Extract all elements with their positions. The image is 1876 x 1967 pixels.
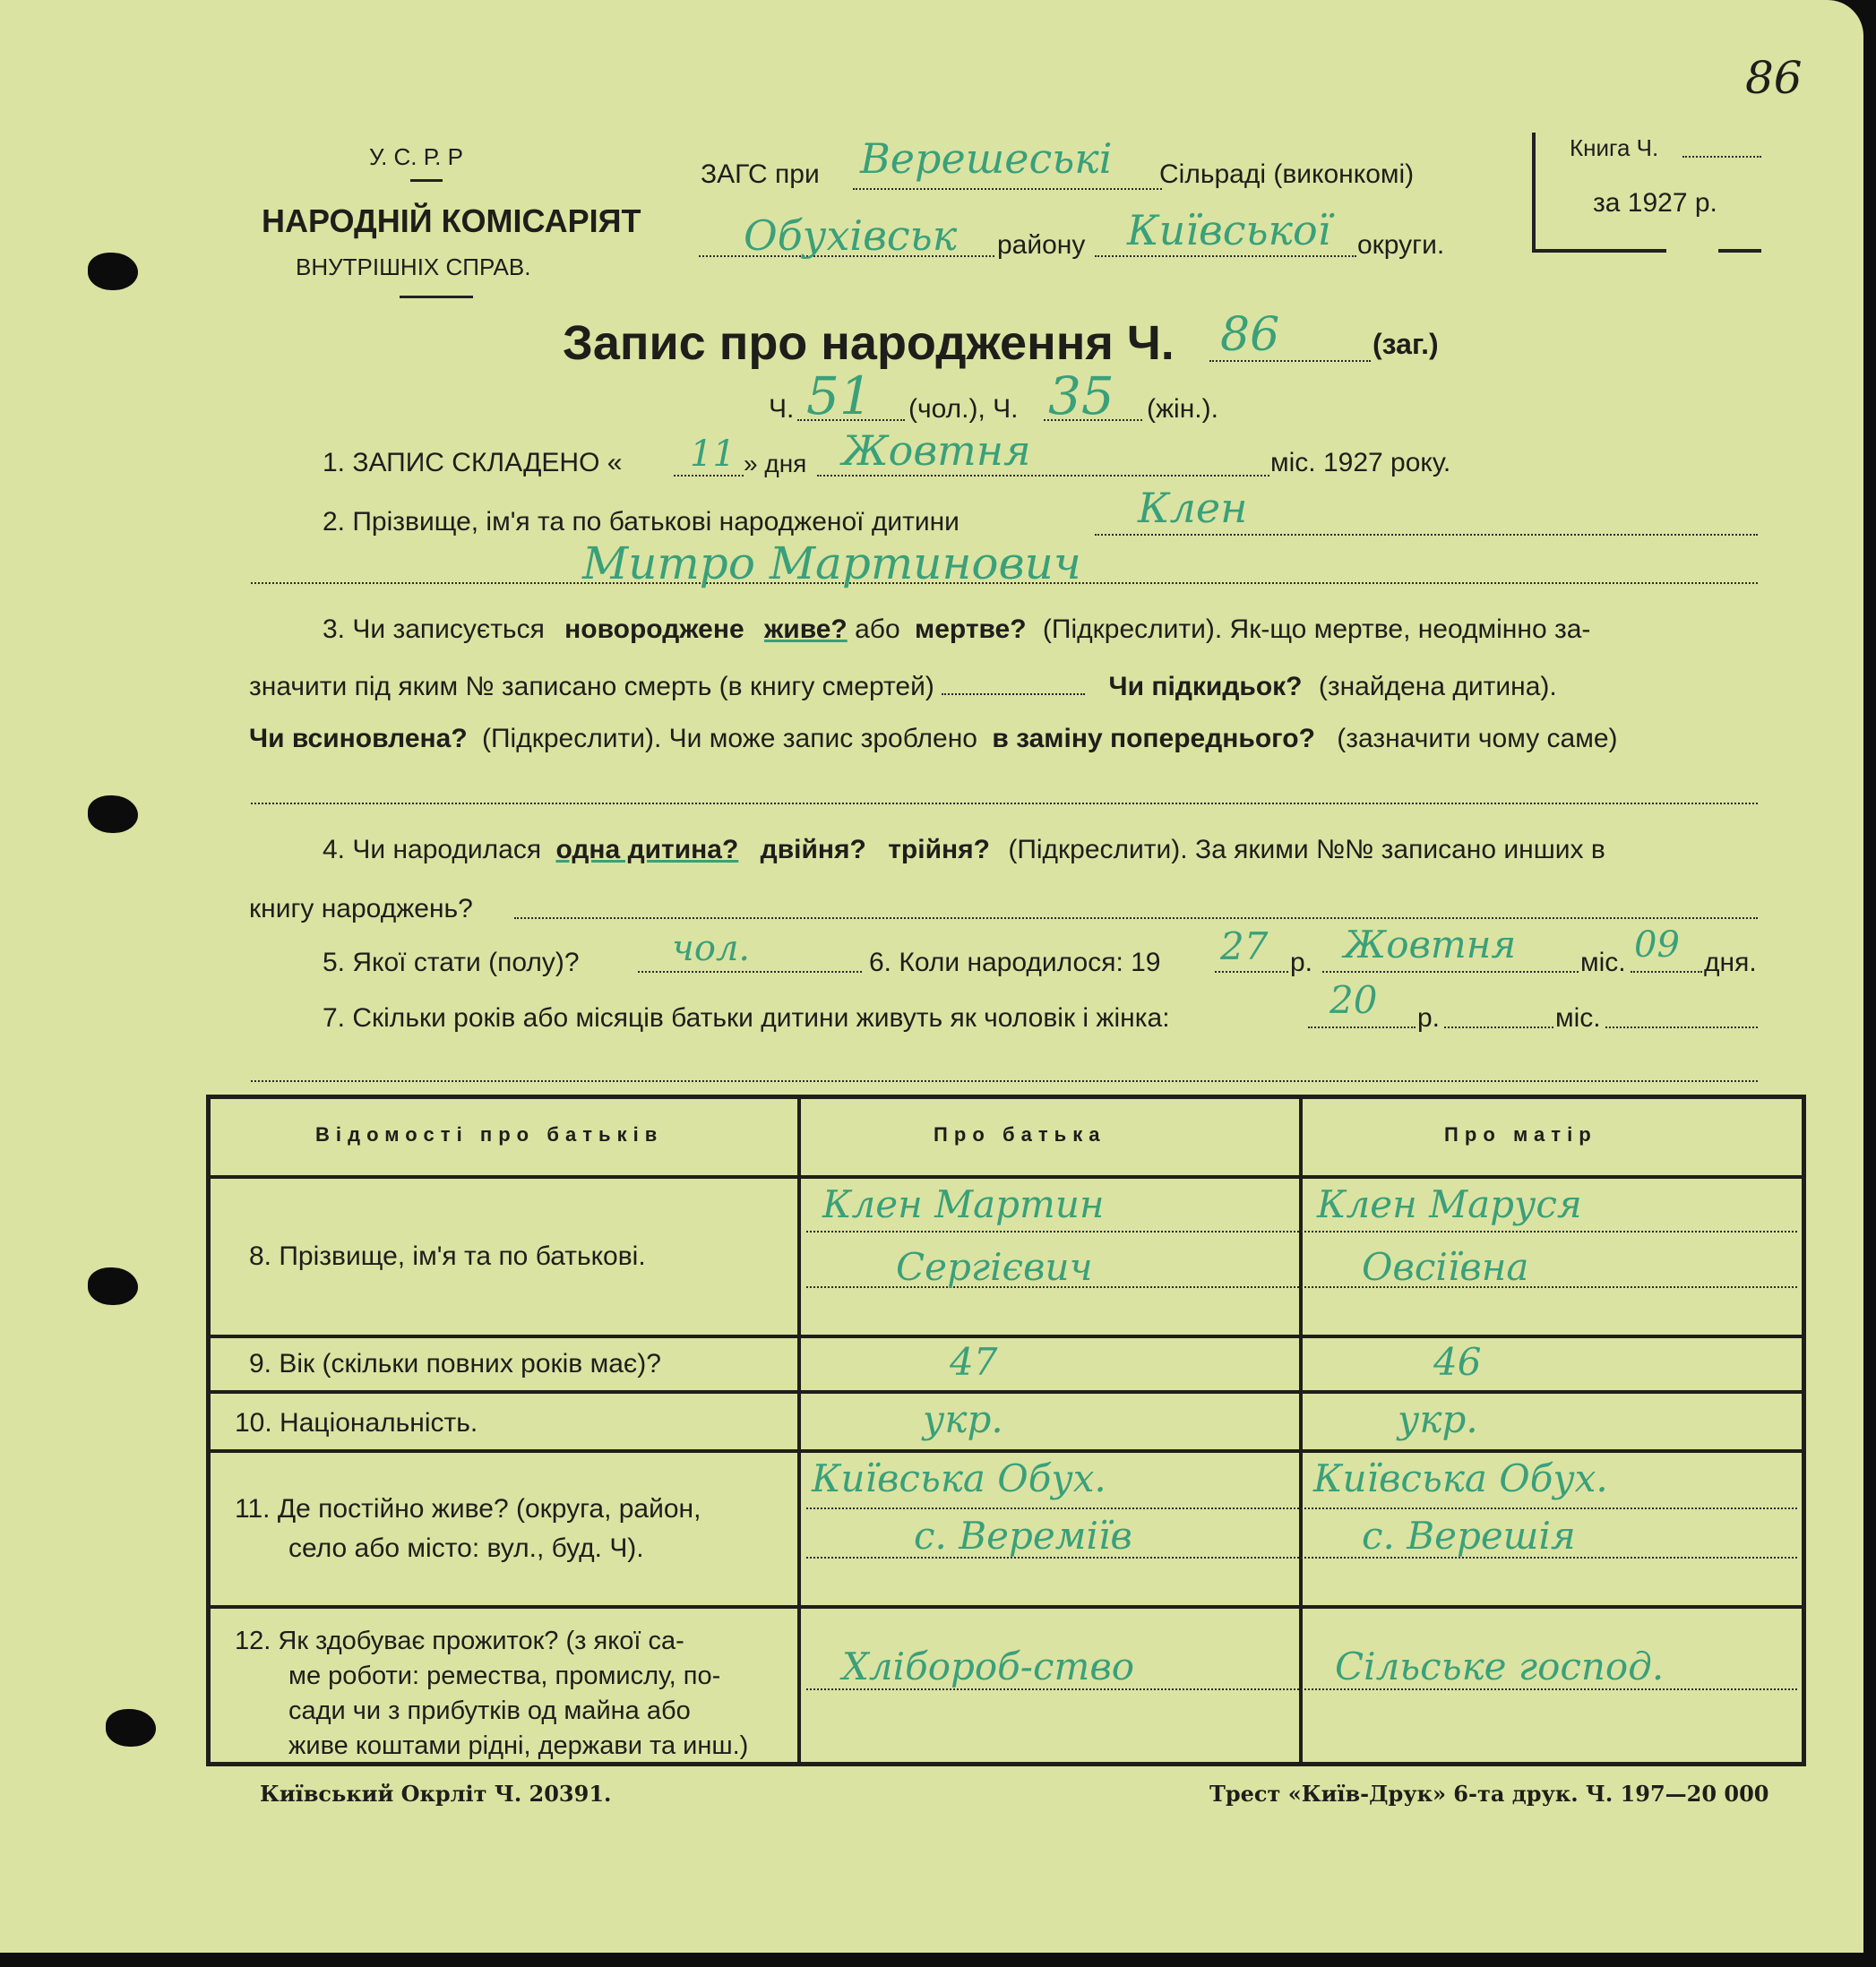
- mother-name-line2: Овсіївна: [1362, 1245, 1529, 1289]
- district-value: Обухівськ: [744, 211, 958, 260]
- birth-day: 09: [1634, 924, 1680, 966]
- divider: [410, 179, 443, 182]
- row-label-line2: село або місто: вул., буд. Ч).: [288, 1533, 644, 1563]
- male-label: (чол.), Ч.: [908, 394, 1019, 424]
- row-label: 10. Національність.: [235, 1408, 478, 1438]
- item3-line3: Чи всиновлена? (Підкреслити). Чи може запис зроблено в заміну попереднього? (зазначити чому саме): [249, 724, 1618, 753]
- commissariat-label: НАРОДНІЙ КОМІСАРІЯТ: [262, 202, 641, 239]
- book-label: Книга Ч.: [1570, 134, 1659, 161]
- punch-hole: [88, 253, 138, 290]
- row-label: 9. Вік (скільки повних років має)?: [249, 1349, 661, 1379]
- okruga-value: Київської: [1127, 206, 1331, 254]
- birth-year: 27: [1220, 924, 1269, 968]
- divider: [400, 296, 473, 298]
- book-year: за 1927 р.: [1593, 188, 1717, 218]
- row-label-line4: живе коштами рідні, держави та инш.): [288, 1731, 749, 1760]
- father-name-line1: Клен Мартин: [822, 1182, 1105, 1226]
- page-number: 86: [1745, 52, 1803, 104]
- punch-hole: [106, 1709, 156, 1747]
- silradi-label: Сільраді (виконкомі): [1159, 159, 1415, 189]
- father-occupation: Хлібороб-ство: [842, 1645, 1135, 1688]
- book-box-bottom: [1718, 249, 1761, 253]
- item1-label: 1. ЗАПИС СКЛАДЕНО «: [323, 448, 623, 477]
- female-label: (жін.).: [1147, 394, 1218, 424]
- item7-mis: міс.: [1555, 1003, 1601, 1033]
- mother-residence-line2: с. Верешія: [1362, 1514, 1576, 1558]
- item6-dnia: дня.: [1704, 948, 1757, 977]
- mother-name-line1: Клен Маруся: [1317, 1182, 1582, 1226]
- item7-r: р.: [1417, 1003, 1441, 1033]
- mother-age: 46: [1433, 1340, 1482, 1384]
- zags-label: ЗАГС при: [701, 159, 820, 189]
- table-header-father: Про батька: [934, 1123, 1106, 1146]
- item6-mis: міс.: [1580, 948, 1626, 977]
- table-header-mother: Про матір: [1444, 1123, 1597, 1146]
- footer-right: Трест «Київ-Друк» 6-та друк. Ч. 197—20 000: [1209, 1781, 1769, 1807]
- father-name-line2: Сергієвич: [896, 1245, 1093, 1289]
- male-number: 51: [806, 365, 873, 426]
- table-header-parents: Відомості про батьків: [315, 1123, 664, 1146]
- rayonu-label: району: [997, 230, 1086, 260]
- father-residence-line2: с. Вереміїв: [914, 1514, 1132, 1558]
- item7-label: 7. Скільки років або місяців батьки дитини живуть як чоловік і жінка:: [323, 1003, 1170, 1033]
- child-name: Митро Мартинович: [582, 537, 1081, 589]
- item1-mid: » дня: [744, 450, 807, 477]
- row-label-line2: ме роботи: ремества, промислу, по-: [288, 1662, 721, 1690]
- father-nationality: укр.: [923, 1397, 1003, 1441]
- item4-line1: 4. Чи народилася одна дитина? двійня? трійня? (Підкреслити). За якими №№ записано инших в: [323, 835, 1605, 864]
- item3-line1: 3. Чи записується новороджене живе? або мертве? (Підкреслити). Як-що мертве, неодмінно за-: [323, 614, 1591, 644]
- record-number: 86: [1220, 308, 1280, 362]
- row-label: 8. Прізвище, ім'я та по батькові.: [249, 1241, 646, 1271]
- birth-month: Жовтня: [1344, 923, 1517, 966]
- item1-end: міс. 1927 року.: [1270, 448, 1451, 477]
- internal-affairs-label: ВНУТРІШНІХ СПРАВ.: [296, 253, 531, 280]
- punch-hole: [88, 1267, 138, 1305]
- mother-nationality: укр.: [1398, 1397, 1478, 1441]
- father-age: 47: [950, 1340, 998, 1384]
- okrugy-label: округи.: [1357, 230, 1445, 260]
- village-council-value: Верешеські: [860, 134, 1113, 183]
- ch-label: Ч.: [769, 394, 795, 424]
- item2-label: 2. Прізвище, ім'я та по батькові народженої дитини: [323, 507, 960, 537]
- row-label-line1: 12. Як здобуває прожиток? (з якої са-: [235, 1627, 684, 1655]
- item5-label: 5. Якої стати (полу)?: [323, 948, 580, 977]
- record-month: Жовтня: [842, 426, 1031, 475]
- item6-label: 6. Коли народилося: 19: [869, 948, 1161, 977]
- row-label-line1: 11. Де постійно живе? (округа, район,: [235, 1494, 701, 1524]
- marriage-years: 20: [1330, 978, 1378, 1022]
- item4-line2: книгу народжень?: [249, 894, 473, 923]
- footer-left: Київський Окрліт Ч. 20391.: [260, 1781, 612, 1807]
- female-number: 35: [1048, 365, 1114, 426]
- item3-line2: значити під яким № записано смерть (в книгу смертей) Чи підкидьок? (знайдена дитина).: [249, 672, 1557, 701]
- record-title: Запис про народження Ч.: [563, 316, 1175, 370]
- record-day: 11: [690, 434, 736, 475]
- punch-hole: [88, 795, 138, 833]
- child-surname: Клен: [1138, 484, 1248, 532]
- mother-occupation: Сільське господ.: [1335, 1645, 1665, 1688]
- child-sex: чол.: [672, 928, 751, 969]
- usrr-label: У. С. Р. Р: [369, 143, 463, 170]
- book-box-bottom: [1532, 249, 1666, 253]
- total-label: (заг.): [1373, 328, 1439, 360]
- book-box: [1532, 133, 1536, 251]
- row-label-line3: сади чи з прибутків од майна або: [288, 1696, 691, 1725]
- mother-residence-line1: Київська Обух.: [1313, 1456, 1608, 1500]
- father-residence-line1: Київська Обух.: [812, 1456, 1106, 1500]
- item6-r: р.: [1290, 948, 1313, 977]
